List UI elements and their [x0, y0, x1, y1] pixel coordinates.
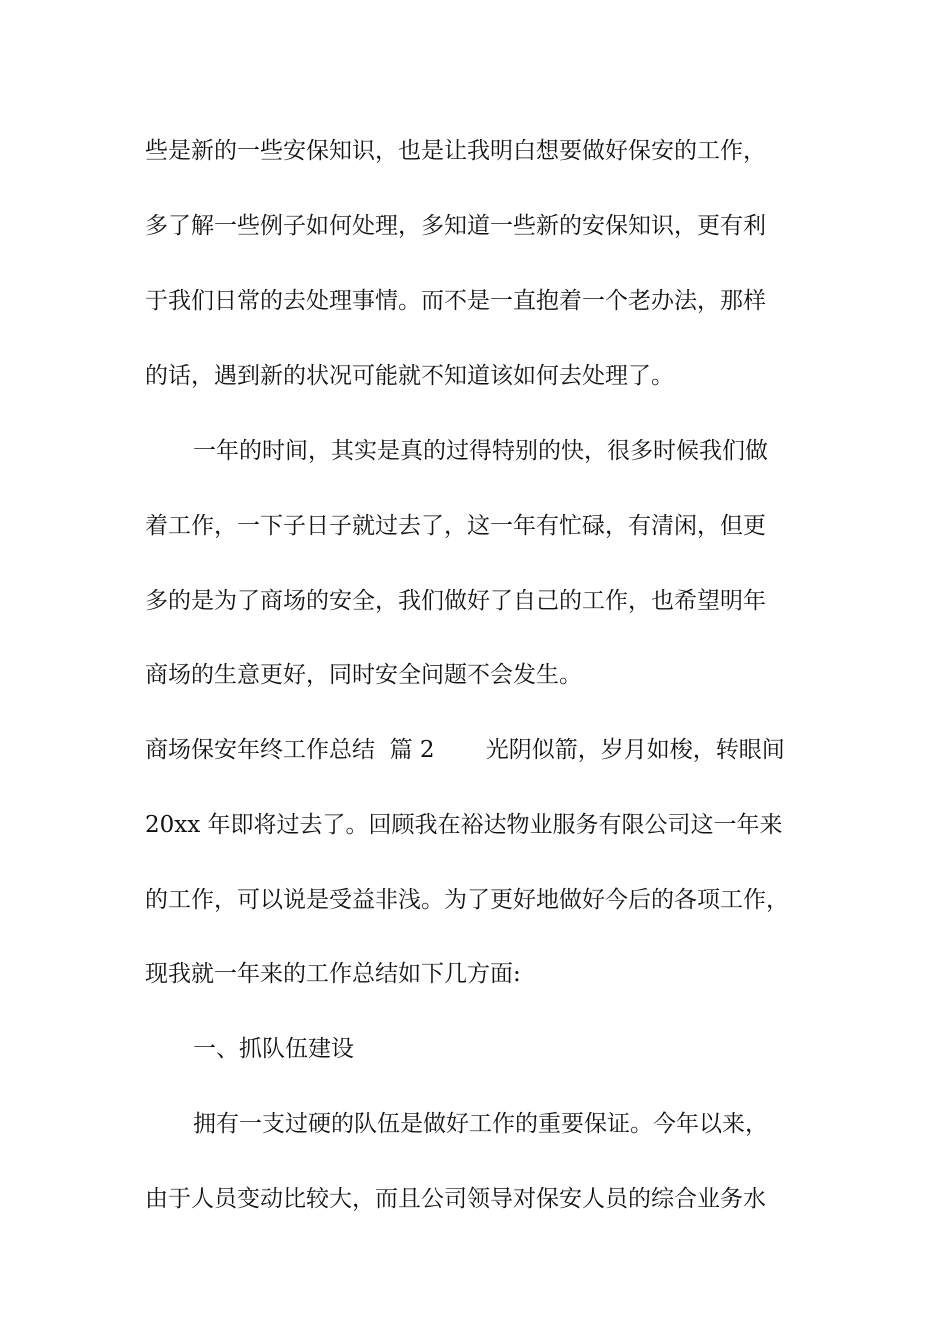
text-line-10: 20xx 年即将过去了。回顾我在裕达物业服务有限公司这一年来: [145, 812, 783, 838]
text-line-8: 商场的生意更好，同时安全问题不会发生。: [145, 662, 582, 688]
subheading-line: 一、抓队伍建设: [193, 1036, 354, 1062]
text-line-6: 着工作，一下子日子就过去了，这一年有忙碌，有清闲，但更: [145, 513, 766, 539]
text-line-1: 些是新的一些安保知识，也是让我明白想要做好保安的工作，: [145, 138, 766, 164]
text-line-15: 由于人员变动比较大，而且公司领导对保安人员的综合业务水: [145, 1186, 766, 1212]
text-line-4: 的话，遇到新的状况可能就不知道该如何去处理了。: [145, 363, 674, 389]
text-line-2: 多了解一些例子如何处理，多知道一些新的安保知识，更有利: [145, 213, 766, 239]
text-line-14: 拥有一支过硬的队伍是做好工作的重要保证。今年以来，: [193, 1111, 768, 1137]
text-line-5: 一年的时间，其实是真的过得特别的快，很多时候我们做: [193, 438, 768, 464]
text-line-12: 现我就一年来的工作总结如下几方面:: [145, 961, 521, 987]
text-line-7: 多的是为了商场的安全，我们做好了自己的工作，也希望明年: [145, 588, 766, 614]
section-heading-line: 商场保安年终工作总结 篇 2 光阴似箭，岁月如梭，转眼间: [145, 737, 785, 763]
text-line-3: 于我们日常的去处理事情。而不是一直抱着一个老办法，那样: [145, 288, 766, 314]
text-line-11: 的工作，可以说是受益非浅。为了更好地做好今后的各项工作，: [145, 887, 789, 913]
